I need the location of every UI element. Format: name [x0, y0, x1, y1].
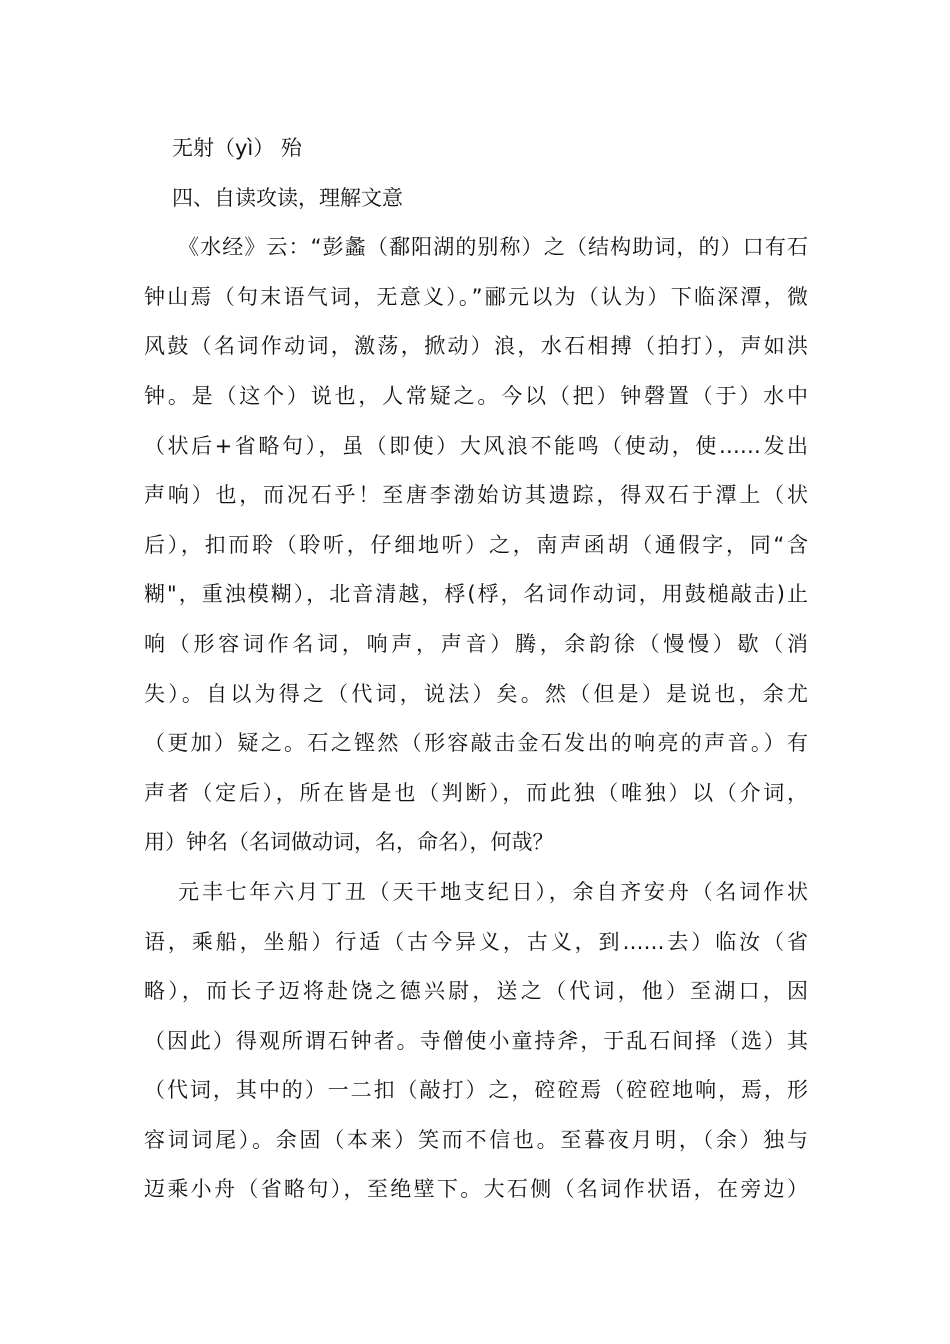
text-line-10: 糊"，重浊模糊），北音清越，桴(桴，名词作动词，用鼓槌敲击)止 [144, 582, 808, 607]
text-line-5: 风鼓（名词作动词，激荡，掀动）浪，水石相搏（拍打），声如洪 [144, 334, 808, 359]
text-line-14: 声者（定后），所在皆是也（判断），而此独（唯独）以（介词， [144, 780, 808, 805]
text-line-16: 元丰七年六月丁丑（天干地支纪日），余自齐安舟（名词作状 [178, 879, 808, 904]
text-line-9: 后），扣而聆（聆听，仔细地听）之，南声函胡（通假字，同“含 [144, 532, 808, 557]
text-line-7: （状后+省略句），虽（即使）大风浪不能鸣（使动，使……发出 [144, 433, 808, 458]
text-line-22: 迈乘小舟（省略句），至绝壁下。大石侧（名词作状语，在旁边） [144, 1177, 808, 1202]
text-line-13: （更加）疑之。石之铿然（形容敲击金石发出的响亮的声音。）有 [144, 731, 808, 756]
text-line-2: 四、自读攻读，理解文意 [172, 185, 403, 210]
text-line-15: 用）钟名（名词做动词，名，命名），何哉？ [144, 830, 554, 855]
text-line-6: 钟。是（这个）说也，人常疑之。今以（把）钟磬置（于）水中 [144, 383, 808, 408]
text-line-21: 容词词尾）。余固（本来）笑而不信也。至暮夜月明，（余）独与 [144, 1127, 808, 1152]
document-body [144, 124, 808, 1215]
text-line-18: 略），而长子迈将赴饶之德兴尉，送之（代词，他）至湖口，因 [144, 979, 808, 1004]
text-line-3: 《水经》云：“彭蠡（鄱阳湖的别称）之（结构助词，的）口有石 [178, 235, 808, 260]
text-line-12: 失）。自以为得之（代词，说法）矣。然（但是）是说也，余尤 [144, 681, 808, 706]
text-line-17: 语，乘船，坐船）行适（古今异义，古义，到……去）临汝（省 [144, 929, 808, 954]
text-line-1: 无射（yì） 殆 [172, 136, 302, 160]
text-line-19: （因此）得观所谓石钟者。寺僧使小童持斧，于乱石间择（选）其 [144, 1028, 808, 1053]
text-line-8: 声响）也，而况石乎！至唐李渤始访其遗踪，得双石于潭上（状 [144, 483, 808, 508]
text-line-20: （代词，其中的）一二扣（敲打）之，硿硿焉（硿硿地响，焉，形 [144, 1078, 808, 1103]
text-line-4: 钟山焉（句末语气词，无意义）。”郦元以为（认为）下临深潭，微 [144, 284, 808, 309]
text-line-11: 响（形容词作名词，响声，声音）腾，余韵徐（慢慢）歇（消 [144, 631, 808, 656]
